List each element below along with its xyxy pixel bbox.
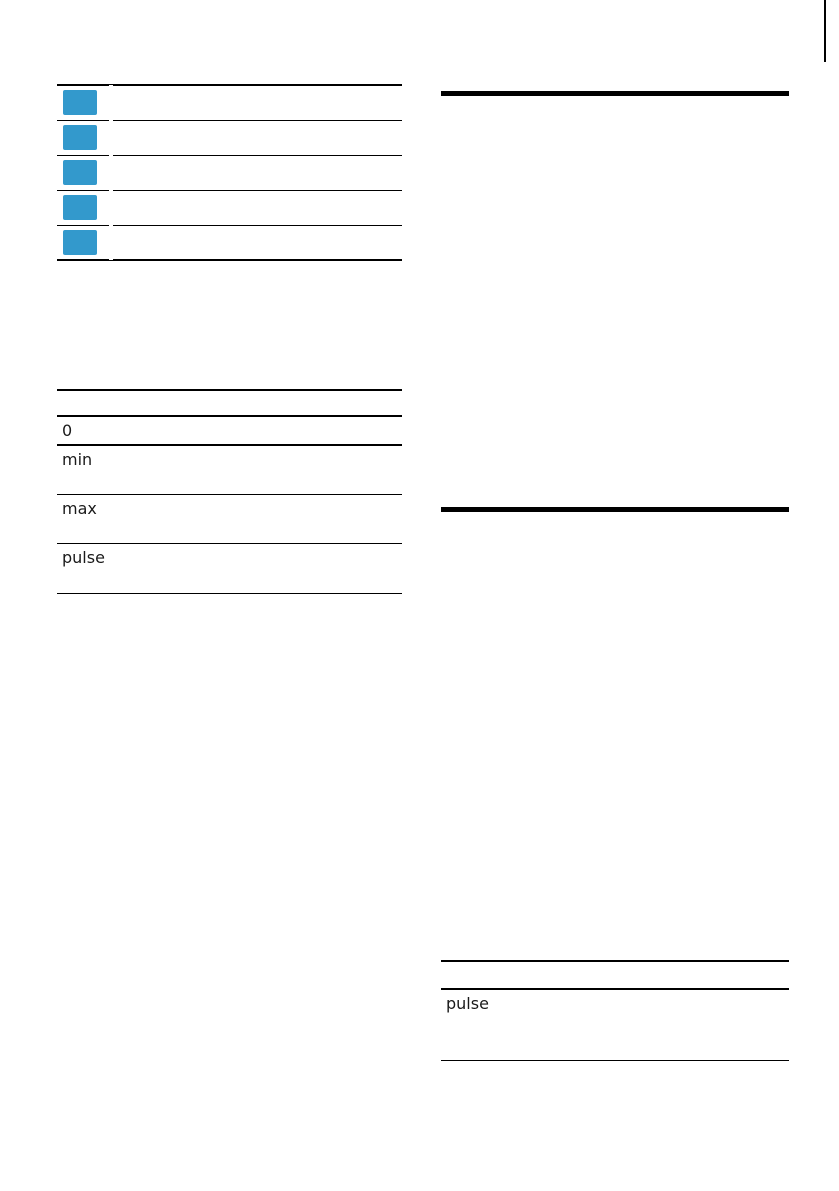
speed-setting-table: [57, 389, 402, 594]
pulse-setting-table: [441, 960, 789, 1061]
blue-button-icon: [63, 160, 97, 185]
blue-button-icon: [63, 90, 97, 115]
icon-cell: [57, 156, 113, 190]
icon-table-row: [57, 121, 402, 156]
table-row: [57, 544, 402, 594]
section-heading-rule: [441, 91, 789, 96]
table-row: [57, 446, 402, 495]
icon-cell: [57, 86, 113, 120]
icon-table-row: [57, 86, 402, 121]
setting-label: pulse: [446, 994, 489, 1013]
table-row: [441, 990, 789, 1061]
table-row: [57, 495, 402, 544]
icon-table-row: [57, 191, 402, 226]
setting-label: 0: [62, 421, 73, 440]
table-header: [441, 960, 789, 990]
setting-label: max: [62, 499, 97, 518]
icon-table: [57, 84, 402, 261]
blue-button-icon: [63, 125, 97, 150]
blue-button-icon: [63, 195, 97, 220]
icon-table-row: [57, 226, 402, 261]
icon-table-row: [57, 156, 402, 191]
icon-cell: [57, 191, 113, 225]
page-edge-marker: [824, 0, 826, 62]
icon-cell: [57, 226, 113, 259]
icon-cell: [57, 121, 113, 155]
table-header: [57, 389, 402, 417]
section-heading-rule: [441, 507, 789, 512]
blue-button-icon: [63, 230, 97, 255]
setting-label: pulse: [62, 548, 105, 567]
setting-label: min: [62, 450, 93, 469]
table-row: [57, 417, 402, 446]
